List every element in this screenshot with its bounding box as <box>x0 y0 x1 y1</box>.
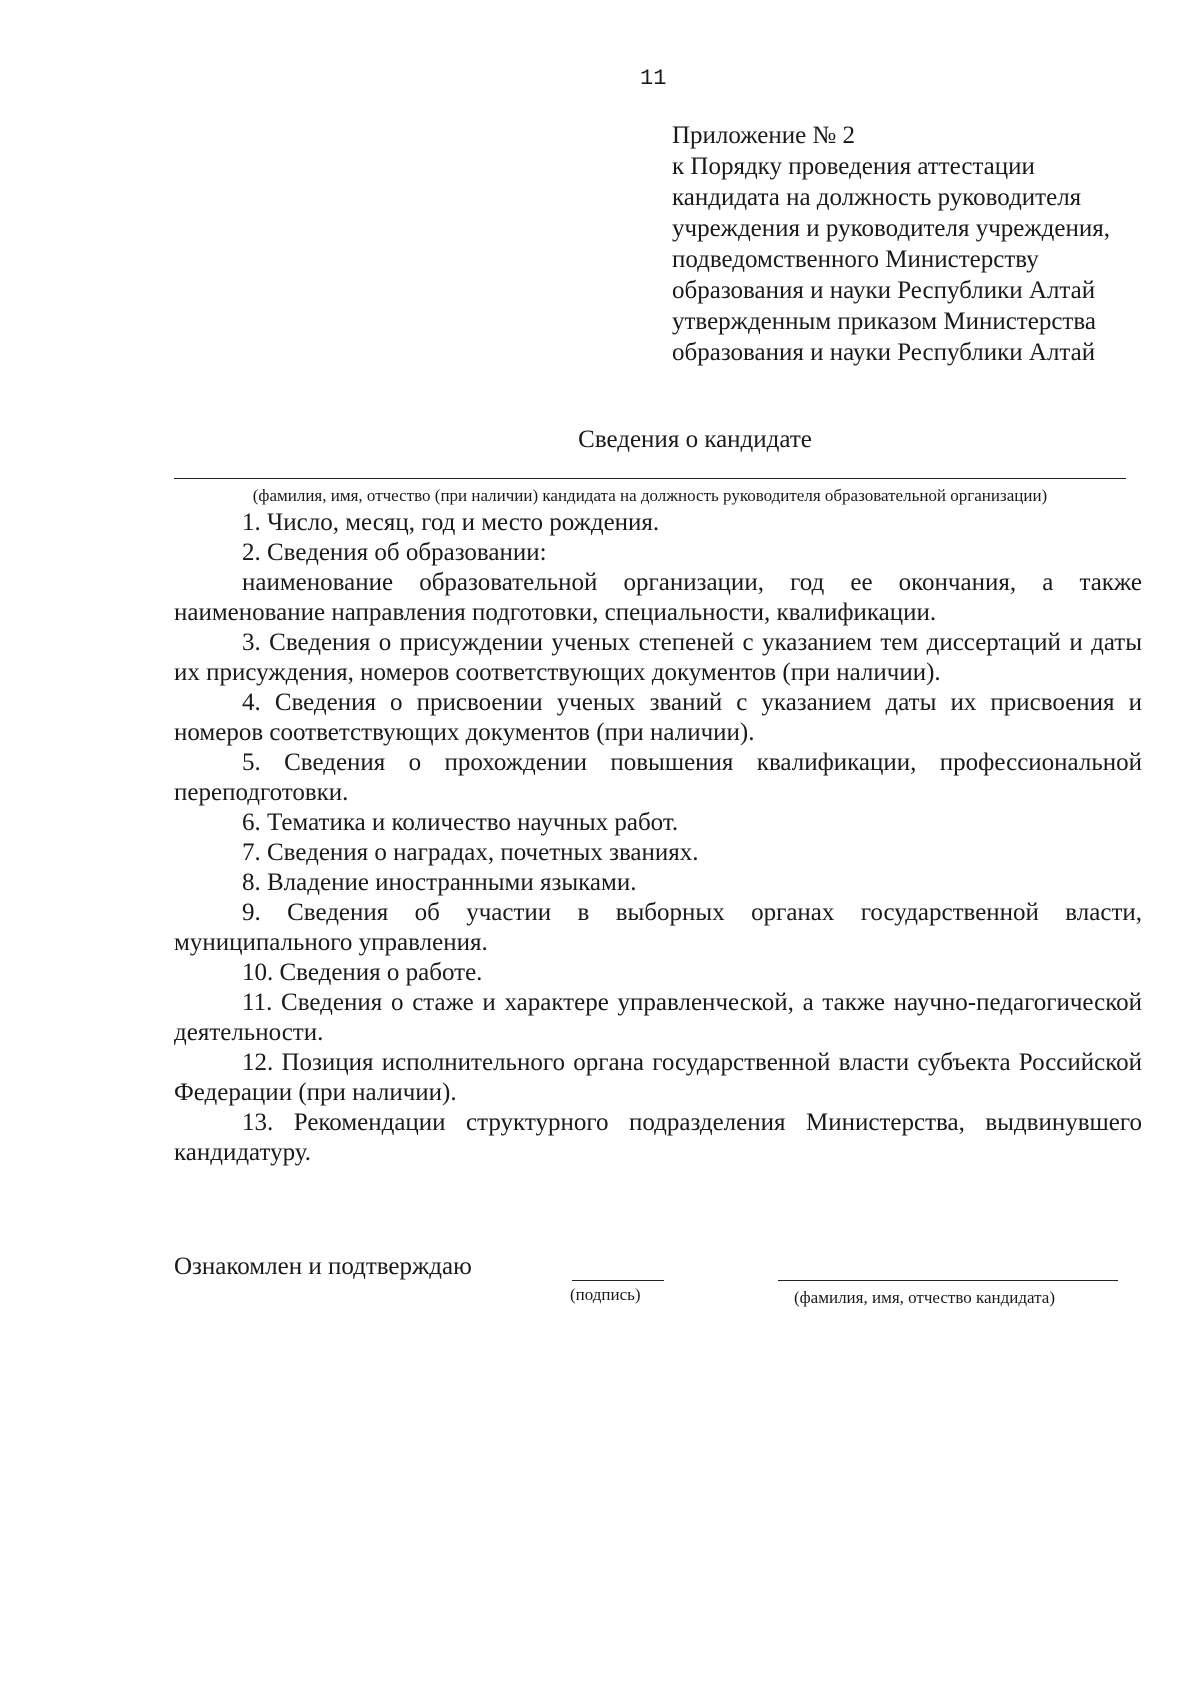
list-item: наименование образовательной организации, год ее окончания, а также наименование направления подготовки, специальности, квалификации. <box>174 569 1142 626</box>
fio-fill-line <box>174 478 1126 479</box>
list-item: 10. Сведения о работе. <box>242 959 483 986</box>
page-number: 11 <box>640 66 667 91</box>
list-item: 4. Сведения о присвоении ученых званий с указанием даты их присвоения и номеров соответствующих документов (при наличии). <box>174 689 1142 746</box>
candidate-name-caption: (фамилия, имя, отчество кандидата) <box>794 1288 1056 1307</box>
list-item: 2. Сведения об образовании: <box>242 539 547 566</box>
list-item: 7. Сведения о наградах, почетных званиях. <box>242 839 699 866</box>
signature-label: Ознакомлен и подтверждаю <box>174 1253 472 1280</box>
list-item: 1. Число, месяц, год и место рождения. <box>242 509 660 536</box>
list-item: 11. Сведения о стаже и характере управленческой, а также научно-педагогической деятельности. <box>174 989 1142 1046</box>
appendix-line: кандидата на должность руководителя <box>672 184 1082 211</box>
appendix-line: утвержденным приказом Министерства <box>672 308 1096 335</box>
list-item: 3. Сведения о присуждении ученых степеней с указанием тем диссертаций и даты их присуждения, номеров соответствующих документов (при наличии). <box>174 629 1142 686</box>
appendix-line: образования и науки Республики Алтай <box>672 277 1096 304</box>
list-item: 8. Владение иностранными языками. <box>242 869 637 896</box>
list-item: 12. Позиция исполнительного органа государственной власти субъекта Российской Федерации (при наличии). <box>174 1049 1142 1106</box>
candidate-name-line <box>778 1280 1118 1281</box>
appendix-line: учреждения и руководителя учреждения, <box>672 215 1110 242</box>
list-item: 13. Рекомендации структурного подразделения Министерства, выдвинувшего кандидатуру. <box>174 1109 1142 1166</box>
appendix-line: Приложение № 2 <box>672 122 856 149</box>
list-item: 5. Сведения о прохождении повышения квалификации, профессиональной переподготовки. <box>174 749 1142 806</box>
appendix-line: подведомственного Министерству <box>672 246 1039 273</box>
items-list <box>174 508 1142 1168</box>
appendix-line: образования и науки Республики Алтай <box>672 339 1096 366</box>
signature-line <box>572 1280 664 1281</box>
document-title: Сведения о кандидате <box>578 426 812 453</box>
appendix-header <box>672 120 1172 368</box>
list-item: 9. Сведения об участии в выборных органах государственной власти, муниципального управления. <box>174 899 1142 956</box>
signature-caption: (подпись) <box>570 1285 641 1304</box>
fio-caption: (фамилия, имя, отчество (при наличии) кандидата на должность руководителя образовательной организации) <box>252 486 1048 505</box>
list-item: 6. Тематика и количество научных работ. <box>242 809 679 836</box>
appendix-line: к Порядку проведения аттестации <box>672 153 1035 180</box>
